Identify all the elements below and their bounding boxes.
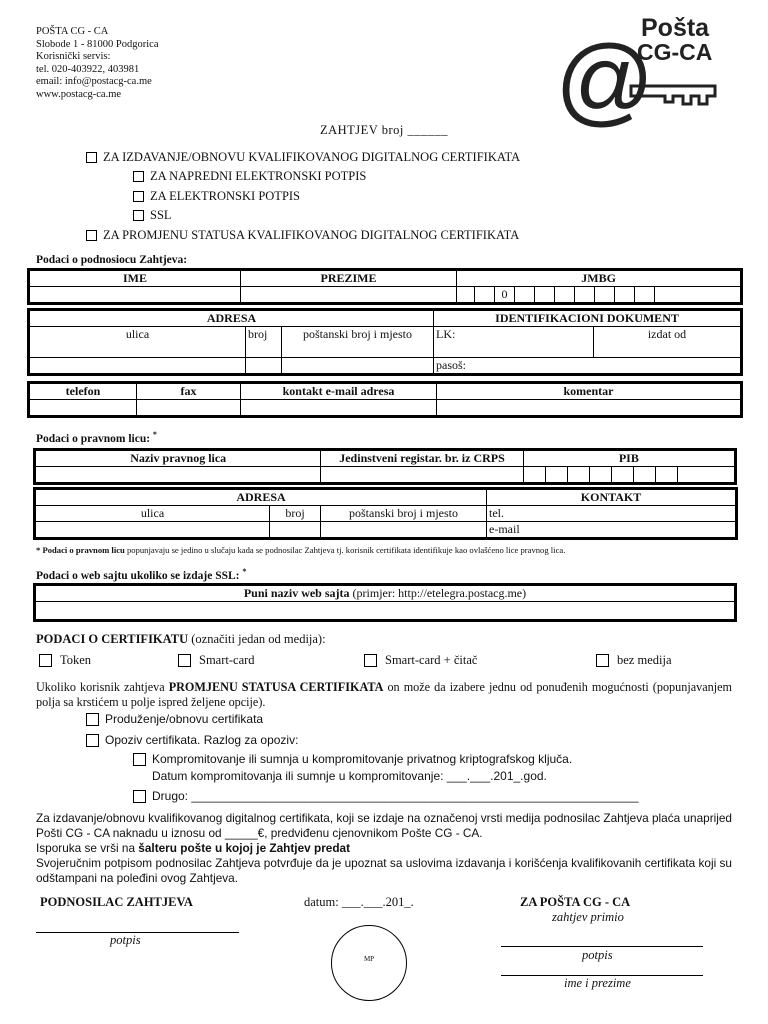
legal-broj-label: broj (270, 506, 321, 522)
media-smartcard-reader-label: Smart-card + čitač (385, 653, 478, 667)
media-token[interactable] (39, 653, 91, 668)
legal-table (35, 450, 735, 483)
option-advanced[interactable] (133, 169, 366, 184)
checkbox-smartcard-reader[interactable] (364, 654, 377, 667)
name-surname-label: ime i prezime (564, 976, 631, 990)
header-contact (36, 26, 159, 102)
option-issue[interactable] (86, 150, 520, 165)
legal-address-table (35, 489, 736, 538)
web-label-rest: (primjer: http://etelegra.postacg.me) (349, 586, 527, 600)
posta-cg-ca-logo (553, 12, 718, 130)
option-issue-label: ZA IZDAVANJE/OBNOVU KVALIFIKOVANOG DIGITALNOG CERTIFIKATA (103, 150, 521, 164)
col-id-doc: IDENTIFIKACIONI DOKUMENT (434, 311, 741, 327)
col-fax: fax (137, 384, 241, 400)
pib-digit[interactable] (633, 467, 655, 483)
jmbg-digit[interactable] (615, 287, 635, 303)
form-title: ZAHTJEV broj ______ (319, 123, 448, 137)
date-field[interactable]: datum: ___.___.201_. (304, 895, 414, 909)
option-other-label: Drugo: ___________________________________________________________________ (152, 789, 639, 803)
web-star: * (242, 567, 247, 576)
legal-note (36, 545, 565, 555)
org-name: POŠTA CG - CA (36, 26, 109, 37)
svg-text:Pošta: Pošta (641, 14, 710, 42)
legal-note-text: popunjavaju se jedino u slučaju kada se podnosilac Zahtjeva tj. korisnik certifikata identifikuje kao ovlašćeno lice pravnog lica. (124, 545, 566, 555)
col-adresa: ADRESA (30, 311, 434, 327)
col-telefon: telefon (30, 384, 137, 400)
media-smartcard-label: Smart-card (199, 653, 255, 667)
stamp-circle (331, 925, 407, 1001)
org-website: www.postacg-ca.me (36, 88, 122, 100)
option-compromise-label: Kompromitovanje ili sumnja u kompromitovanje privatnog kriptografskog ključa. (152, 752, 573, 766)
jmbg-digit[interactable] (635, 287, 655, 303)
checkbox-no-media[interactable] (596, 654, 609, 667)
cert-heading (36, 632, 326, 647)
legal-ulica-field[interactable] (36, 522, 270, 538)
received-by-label: zahtjev primio (552, 910, 624, 924)
checkbox-token[interactable] (39, 654, 52, 667)
col-crps: Jedinstveni registar. br. iz CRPS (321, 451, 523, 467)
web-table (35, 585, 735, 620)
media-none[interactable] (596, 653, 672, 668)
col-naziv: Naziv pravnog lica (36, 451, 321, 467)
option-renew-label: Produženje/obnovu certifikata (105, 712, 264, 726)
lk-label: LK: (434, 327, 594, 358)
broj-label: broj (246, 327, 282, 358)
option-status-label: ZA PROMJENU STATUSA KVALIFIKOVANOG DIGITALNOG CERTIFIKATA (103, 228, 520, 242)
applicant-sign-label: PODNOSILAC ZAHTJEVA (40, 895, 193, 909)
option-other[interactable] (133, 789, 639, 803)
col-komentar: komentar (437, 384, 741, 400)
status-intro-2: on može da izabere jednu od ponuđenih mogućnosti (popunjavanjem polja sa krstićem u polje ispred željene opcije). (36, 680, 732, 709)
applicant-contact-table (29, 383, 741, 416)
jmbg-digit[interactable] (555, 287, 575, 303)
col-prezime: PREZIME (241, 271, 457, 287)
ime-field[interactable] (30, 287, 241, 303)
jmbg-digit[interactable] (535, 287, 555, 303)
postanski-label: poštanski broj i mjesto (282, 327, 434, 358)
legal-postanski-label: poštanski broj i mjesto (321, 506, 487, 522)
ulica-field[interactable] (30, 358, 246, 374)
checkbox-ssl[interactable] (133, 210, 144, 221)
komentar-field[interactable] (437, 400, 741, 416)
status-intro-1: Ukoliko korisnik zahtjeva (36, 680, 169, 694)
option-status[interactable] (86, 228, 519, 243)
col-ime: IME (30, 271, 241, 287)
legal-ulica-label: ulica (36, 506, 270, 522)
postanski-field[interactable] (282, 358, 434, 374)
pib-digit[interactable] (677, 467, 734, 483)
consent-text: Svojeručnim potpisom podnosilac Zahtjeva potvrđuje da je upoznat sa uslovima izdavanja i korišćenja kvalifikovanih certifikata koji su odštampani na poleđini ovog Zahtjeva. (36, 856, 732, 885)
compromise-date: Datum kompromitovanja ili sumnje u kompromitovanje: ___.___.201_.god. (152, 769, 547, 783)
posta-signature-line[interactable] (501, 946, 703, 947)
media-smartcard-reader[interactable] (364, 653, 477, 668)
web-heading (36, 567, 246, 582)
web-heading-text: Podaci o web sajtu ukoliko se izdaje SSL: (36, 569, 240, 582)
payment-text: Za izdavanje/obnovu kvalifikovanog digitalnog certifikata, koji se izdaje na označenoj vrsti medija podnosilac Zahtjeva plaća unaprijed Pošti CG - CA naknadu u iznosu od _____€, predviđenu cjenovnikom Pošte CG - CA. (36, 811, 732, 840)
applicant-heading: Podaci o podnosiocu Zahtjeva: (36, 254, 188, 266)
pib-digit[interactable] (523, 467, 545, 483)
status-intro (36, 680, 732, 709)
option-revoke[interactable] (86, 733, 298, 747)
pib-digit[interactable] (611, 467, 633, 483)
org-email: email: info@postacg-ca.me (36, 76, 152, 88)
stamp-mp-label: MP (363, 955, 375, 963)
checkbox-compromise[interactable] (133, 753, 146, 766)
izdat-label: izdat od (594, 327, 741, 358)
posta-potpis-label: potpis (582, 948, 613, 962)
prezime-field[interactable] (241, 287, 457, 303)
col-legal-adresa: ADRESA (36, 490, 487, 506)
checkbox-esign[interactable] (133, 191, 144, 202)
legal-broj-field[interactable] (270, 522, 321, 538)
org-phone: tel. 020-403922, 403981 (36, 63, 140, 75)
cert-heading-bold: PODACI O CERTIFIKATU (36, 632, 189, 646)
jmbg-digit[interactable]: 0 (495, 287, 515, 303)
cert-heading-rest: (označiti jedan od medija): (188, 632, 326, 646)
status-intro-bold: PROMJENU STATUSA CERTIFIKATA (168, 680, 384, 694)
jmbg-digit[interactable] (655, 287, 741, 303)
checkbox-renew[interactable] (86, 713, 99, 726)
crps-field[interactable] (321, 467, 523, 483)
legal-heading (36, 430, 157, 445)
option-ssl[interactable] (133, 208, 172, 223)
option-ssl-label: SSL (150, 208, 172, 222)
option-esign-label: ZA ELEKTRONSKI POTPIS (150, 189, 301, 203)
col-jmbg: JMBG (457, 271, 741, 287)
applicant-table (29, 270, 741, 303)
legal-postanski-field[interactable] (321, 522, 487, 538)
web-site-field[interactable] (36, 602, 735, 620)
jmbg-digit[interactable] (595, 287, 615, 303)
checkbox-advanced[interactable] (133, 171, 144, 182)
option-esign[interactable] (133, 189, 300, 204)
legal-note-bold: * Podaci o pravnom licu (36, 545, 125, 555)
jmbg-digit[interactable] (457, 287, 475, 303)
option-revoke-label: Opoziv certifikata. Razlog za opoziv: (105, 733, 299, 747)
legal-star: * (152, 430, 157, 439)
applicant-address-table (29, 310, 741, 374)
col-email: kontakt e-mail adresa (241, 384, 437, 400)
posta-sign-label: ZA POŠTA CG - CA (520, 895, 631, 909)
checkbox-status[interactable] (86, 230, 97, 241)
web-label-cell (36, 586, 735, 602)
jmbg-digit[interactable] (515, 287, 535, 303)
org-address: Slobode 1 - 81000 Podgorica (36, 38, 159, 50)
option-advanced-label: ZA NAPREDNI ELEKTRONSKI POTPIS (150, 169, 367, 183)
telefon-field[interactable] (30, 400, 137, 416)
web-label-bold: Puni naziv web sajta (243, 586, 350, 600)
legal-tel-label: tel. (487, 506, 736, 522)
svg-text:@: @ (555, 25, 655, 130)
delivery-text-bold: šalteru pošte u kojoj je Zahtjev predat (138, 841, 351, 855)
option-renew[interactable] (86, 712, 263, 726)
email-field[interactable] (241, 400, 437, 416)
pasos-label: pasoš: (434, 358, 741, 374)
checkbox-smartcard[interactable] (178, 654, 191, 667)
checkbox-revoke[interactable] (86, 734, 99, 747)
naziv-field[interactable] (36, 467, 321, 483)
ulica-label: ulica (30, 327, 246, 358)
col-pib: PIB (523, 451, 734, 467)
option-compromise[interactable] (133, 752, 572, 766)
support-label: Korisnički servis: (36, 51, 111, 63)
pib-digit[interactable] (589, 467, 611, 483)
pib-digit[interactable] (545, 467, 567, 483)
media-token-label: Token (60, 653, 92, 667)
legal-heading-text: Podaci o pravnom licu: (36, 432, 151, 445)
media-none-label: bez medija (617, 653, 672, 667)
jmbg-digit[interactable] (575, 287, 595, 303)
delivery-text-1: Isporuka se vrši na (36, 841, 139, 855)
svg-text:CG-CA: CG-CA (637, 39, 713, 65)
legal-email-label: e-mail (487, 522, 736, 538)
media-smartcard[interactable] (178, 653, 255, 668)
applicant-potpis-label: potpis (110, 933, 141, 947)
checkbox-other[interactable] (133, 790, 146, 803)
pib-digit[interactable] (567, 467, 589, 483)
checkbox-issue[interactable] (86, 152, 97, 163)
col-kontakt: KONTAKT (487, 490, 736, 506)
broj-field[interactable] (246, 358, 282, 374)
jmbg-digit[interactable] (475, 287, 495, 303)
delivery-text (36, 841, 350, 855)
pib-digit[interactable] (655, 467, 677, 483)
fax-field[interactable] (137, 400, 241, 416)
